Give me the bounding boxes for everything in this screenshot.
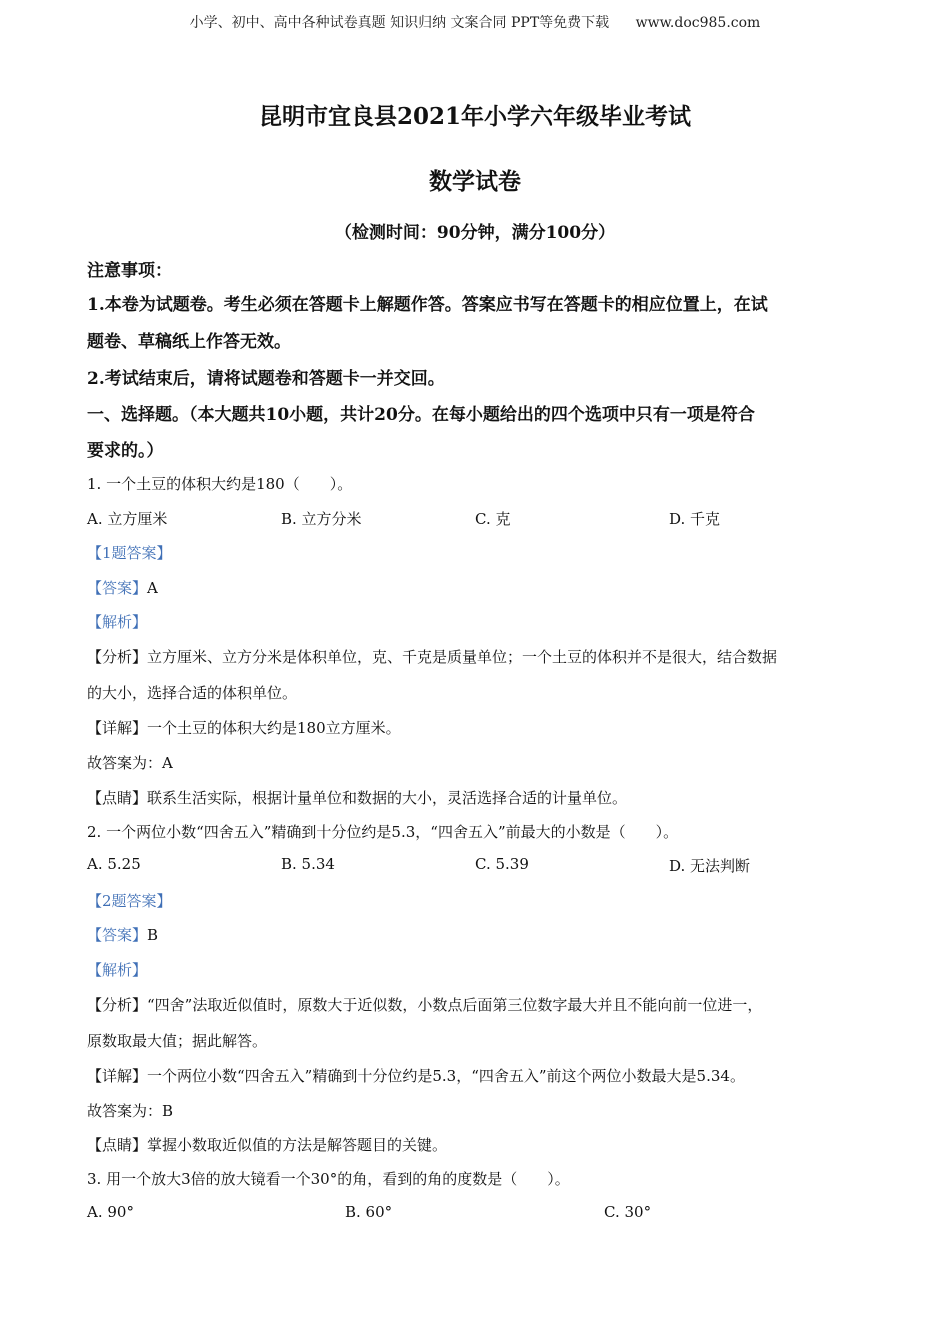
q2-key-point (87, 1134, 447, 1155)
q1-key-point (87, 787, 627, 808)
detail-tag: 【详解】 (87, 1067, 148, 1085)
q2-option-c: C. 5.39 (475, 855, 529, 873)
note-2: 2.考试结束后，请将试题卷和答题卡一并交回。 (87, 369, 445, 389)
key-point-text: 掌握小数取近似值的方法是解答题目的关键。 (147, 1136, 448, 1154)
key-point-tag: 【点睛】 (87, 1136, 148, 1154)
key-point-text: 联系生活实际，根据计量单位和数据的大小，灵活选择合适的计量单位。 (147, 789, 628, 807)
q2-option-a: A. 5.25 (87, 855, 141, 873)
answer-tag: 【答案】 (87, 926, 148, 944)
q1-option-a: A. 立方厘米 (87, 510, 168, 528)
q2-jiexi: 【解析】 (87, 961, 148, 979)
q2-answer (87, 924, 158, 945)
detail-tag: 【详解】 (87, 719, 148, 737)
analysis-tag: 【分析】 (87, 648, 148, 666)
page-header (0, 12, 950, 32)
q1-answer (87, 577, 158, 598)
answer-tag: 【答案】 (87, 579, 148, 597)
q3-option-c: C. 30° (604, 1203, 652, 1221)
note-1-line-1: 1.本卷为试题卷。考生必须在答题卡上解题作答。答案应书写在答题卡的相应位置上，在试 (87, 295, 768, 315)
analysis-tag: 【分析】 (87, 996, 148, 1014)
analysis-text: “四舍”法取近似值时，原数大于近似数，小数点后面第三位数字最大并且不能向前一位进一， (147, 996, 763, 1014)
q2-detail (87, 1065, 745, 1086)
q1-option-b: B. 立方分米 (281, 510, 362, 528)
detail-text: 一个两位小数“四舍五入”精确到十分位约是5.3，“四舍五入”前这个两位小数最大是5.34。 (147, 1067, 745, 1085)
section-1-heading-line-2: 要求的。） (87, 441, 164, 461)
q1-analysis-line-1 (87, 646, 777, 667)
q2-option-d: D. 无法判断 (669, 857, 751, 875)
key-point-tag: 【点睛】 (87, 789, 148, 807)
exam-time-info: （检测时间：90分钟，满分100分） (334, 223, 616, 243)
q2-analysis-line-1 (87, 994, 762, 1015)
detail-text: 一个土豆的体积大约是180立方厘米。 (147, 719, 401, 737)
note-1-line-2: 题卷、草稿纸上作答无效。 (87, 332, 291, 352)
q1-option-c: C. 克 (475, 510, 511, 528)
q2-option-b: B. 5.34 (281, 855, 335, 873)
exam-subject-title: 数学试卷 (429, 168, 521, 195)
q1-answer-header: 【1题答案】 (87, 544, 172, 562)
answer-value: B (147, 926, 159, 944)
exam-title: 昆明市宜良县2021年小学六年级毕业考试 (258, 103, 691, 130)
q1-stem: 1. 一个土豆的体积大约是180（ ）。 (87, 475, 353, 493)
q3-option-a: A. 90° (87, 1203, 134, 1221)
analysis-text: 立方厘米、立方分米是体积单位，克、千克是质量单位；一个土豆的体积并不是很大，结合数据 (147, 648, 778, 666)
q2-final-answer: 故答案为：B (87, 1102, 174, 1120)
q3-option-b: B. 60° (345, 1203, 393, 1221)
q3-stem: 3. 用一个放大3倍的放大镜看一个30°的角，看到的角的度数是（ ）。 (87, 1170, 570, 1188)
header-url[interactable]: www.doc985.com (635, 15, 761, 31)
answer-value: A (147, 579, 158, 597)
header-text: 小学、初中、高中各种试卷真题 知识归纳 文案合同 PPT等免费下载 (189, 15, 610, 31)
q2-analysis-line-2: 原数取最大值；据此解答。 (87, 1032, 268, 1050)
q2-answer-header: 【2题答案】 (87, 892, 172, 910)
q1-detail (87, 717, 401, 738)
notes-heading: 注意事项： (87, 261, 172, 281)
q1-jiexi: 【解析】 (87, 613, 148, 631)
q2-stem: 2. 一个两位小数“四舍五入”精确到十分位约是5.3，“四舍五入”前最大的小数是（ ）。 (87, 823, 679, 841)
q1-option-d: D. 千克 (669, 510, 721, 528)
q1-analysis-line-2: 的大小，选择合适的体积单位。 (87, 684, 298, 702)
section-1-heading-line-1: 一、选择题。（本大题共10小题，共计20分。在每小题给出的四个选项中只有一项是符合 (87, 405, 755, 425)
q1-final-answer: 故答案为：A (87, 754, 173, 772)
